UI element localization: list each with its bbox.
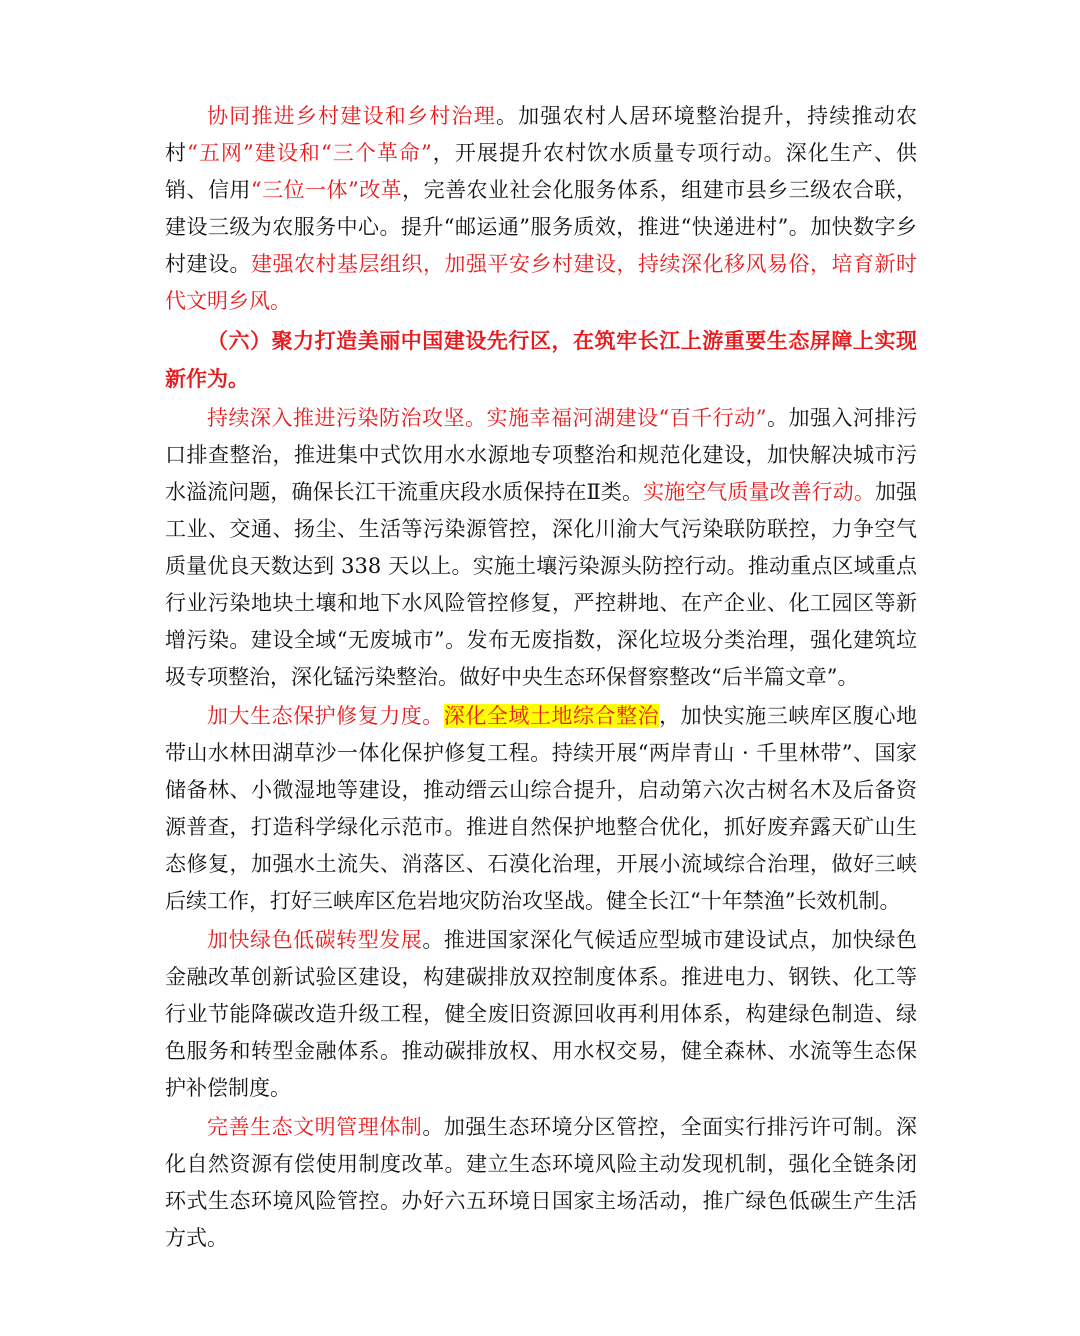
section-heading-six (165, 322, 917, 398)
heading-eco-protection: 加大生态保护修复力度。 (207, 704, 444, 728)
paragraph-eco-system (165, 1109, 917, 1257)
section-six-title: （六）聚力打造美丽中国建设先行区，在筑牢长江上游重要生态屏障上实现新作为。 (165, 328, 917, 391)
emphasis-sanwei: “三位一体”改革 (250, 178, 403, 202)
heading-pollution: 持续深入推进污染防治攻坚。实施幸福河湖建设“百千行动” (207, 406, 767, 430)
document-page (165, 98, 917, 1259)
text-run: 。加强生态环境分区管控，全面实行排污许可制。深化自然资源有偿使用制度改革。建立生态环境风险主动发现机制，强化全链条闭环式生态环境风险管控。办好六五环境日国家主场活动，推广绿色低碳生产生活方式。 (165, 1115, 917, 1250)
text-run: 。加强入河排污口排查整治，推进集中式饮用水水源地专项整治和规范化建设，加快解决城市污水溢流问题，确保长江干流重庆段水质保持在Ⅱ类。 (165, 406, 917, 504)
emphasis-wuwang: “五网”建设和“三个革命” (187, 141, 432, 165)
text-run: ，加快实施三峡库区腹心地带山水林田湖草沙一体化保护修复工程。持续开展“两岸青山 · 千里林带”、国家储备林、小微湿地等建设，推动缙云山综合提升，启动第六次古树名木及后备资源普查，打造科学绿化示范市。推进自然保护地整合优化，抓好废弃露天矿山生态修复，加强水土流失、消落区、石漠化治理，开展小流域综合治理，做好三峡后续工作，打好三峡库区危岩地灾防治攻坚战。健全长江“十年禁渔”长效机制。 (165, 704, 917, 913)
text-run: 加强工业、交通、扬尘、生活等污染源管控，深化川渝大气污染联防联控，力争空气质量优良天数达到 338 天以上。实施土壤污染源头防控行动。推动重点区域重点行业污染地块土壤和地下水风险管控修复，严控耕地、在产企业、化工园区等新增污染。建设全域“无废城市”。发布无废指数，深化垃圾分类治理，强化建筑垃圾专项整治，深化锰污染整治。做好中央生态环保督察整改“后半篇文章”。 (165, 480, 917, 689)
emphasis-air-quality: 实施空气质量改善行动。 (643, 480, 875, 504)
text-run: ，完善农业社会化服务体系，组建市县乡三级农合联，建设三级为农服务中心。提升“邮运通”服务质效，推进“快递进村”。加快数字乡村建设。 (165, 178, 917, 276)
emphasis-grassroots: 建强农村基层组织，加强平安乡村建设，持续深化移风易俗，培育新时代文明乡风。 (165, 252, 917, 313)
paragraph-rural (165, 98, 917, 320)
text-run: ，开展提升农村饮水质量专项行动。深化生产、供销、信用 (165, 141, 918, 202)
heading-rural: 协同推进乡村建设和乡村治理 (207, 104, 496, 128)
heading-low-carbon: 加快绿色低碳转型发展 (207, 928, 423, 952)
text-run: 。推进国家深化气候适应型城市建设试点，加快绿色金融改革创新试验区建设，构建碳排放双控制度体系。推进电力、钢铁、化工等行业节能降碳改造升级工程，健全废旧资源回收再利用体系，构建绿色制造、绿色服务和转型金融体系。推动碳排放权、用水权交易，健全森林、水流等生态保护补偿制度。 (165, 928, 917, 1100)
paragraph-low-carbon (165, 922, 917, 1107)
highlighted-land-consolidation: 深化全域土地综合整治 (443, 704, 660, 728)
heading-eco-system: 完善生态文明管理体制 (207, 1115, 423, 1139)
paragraph-eco-protection (165, 698, 917, 920)
paragraph-pollution (165, 400, 917, 696)
text-run: 。加强农村人居环境整治提升，持续推动农村 (165, 104, 918, 165)
